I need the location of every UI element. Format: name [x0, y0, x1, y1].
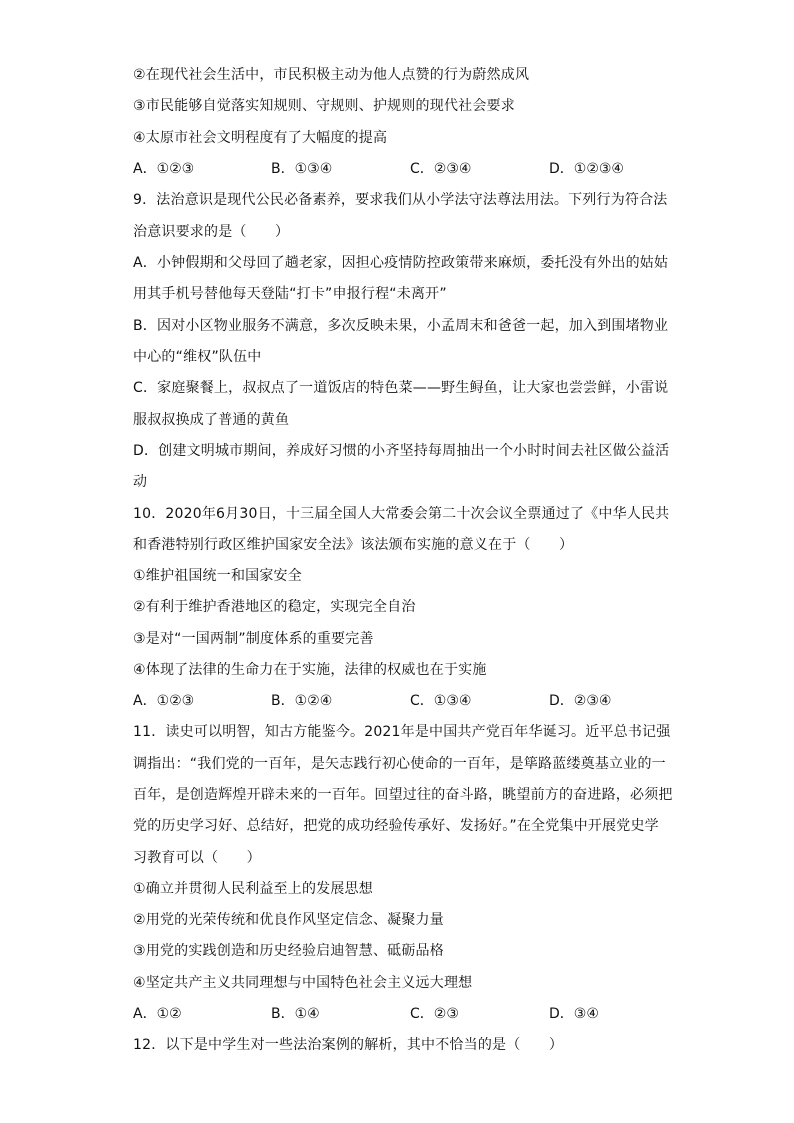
q11-stem-line-4: 党的历史学习好、总结好，把党的成功经验传承好、发扬好。”在全党集中开展党史学: [133, 818, 659, 834]
q10-stem-line-2: 和香港特别行政区维护国家安全法》该法颁布实施的意义在于（ ）: [133, 537, 574, 553]
q8-statement-2: ②在现代社会生活中，市民积极主动为他人点赞的行为蔚然成风: [133, 67, 530, 83]
q9-option-c-line-1: C．家庭聚餐上，叔叔点了一道饭店的特色菜——野生鲟鱼，让大家也尝尝鲜，小雷说: [133, 380, 669, 396]
q11-stem-line-5: 习教育可以（ ）: [133, 850, 261, 866]
q10-option-a: A．①②③: [133, 693, 195, 709]
q9-stem-line-2: 治意识要求的是（ ）: [133, 224, 290, 240]
q11-option-b: B．①④: [271, 1006, 320, 1022]
q10-option-d: D．②③④: [549, 693, 612, 709]
q10-option-b: B．①②④: [271, 693, 333, 709]
q11-statement-3: ③用党的实践创造和历史经验启迪智慧、砥砺品格: [133, 943, 444, 959]
q11-statement-1: ①确立并贯彻人民利益至上的发展思想: [133, 881, 373, 897]
q9-option-c-line-2: 服叔叔换成了普通的黄鱼: [133, 412, 290, 428]
q12-stem: 12．以下是中学生对一些法治案例的解析，其中不恰当的是（ ）: [133, 1037, 564, 1053]
q8-option-d: D．①②③④: [549, 161, 624, 177]
q8-option-b: B．①③④: [271, 161, 333, 177]
q10-statement-1: ①维护祖国统一和国家安全: [133, 568, 302, 584]
q10-statement-2: ②有利于维护香港地区的稳定，实现完全自治: [133, 599, 416, 615]
q9-option-b-line-2: 中心的“维权”队伍中: [133, 349, 262, 365]
q8-option-a: A．①②③: [133, 161, 195, 177]
q9-stem-line-1: 9．法治意识是现代公民必备素养，要求我们从小学法守法尊法用法。下列行为符合法: [133, 192, 668, 208]
q10-statement-4: ④体现了法律的生命力在于实施，法律的权威也在于实施: [133, 662, 487, 678]
q11-stem-line-3: 百年，是创造辉煌开辟未来的一百年。回望过往的奋斗路，眺望前方的奋进路，必须把: [133, 787, 673, 803]
q11-stem-line-2: 调指出：“我们党的一百年，是矢志践行初心使命的一百年，是筚路蓝缕奠基立业的一: [133, 756, 666, 772]
q11-stem-line-1: 11．读史可以明智，知古方能鉴今。2021年是中国共产党百年华诞习。近平总书记强: [133, 724, 671, 740]
q9-option-a-line-1: A．小钟假期和父母回了趟老家，因担心疫情防控政策带来麻烦，委托没有外出的姑姑: [133, 255, 669, 271]
q9-option-d-line-2: 动: [133, 474, 148, 490]
q8-options: [133, 159, 653, 179]
q8-option-c: C．②③④: [410, 161, 472, 177]
q10-option-c: C．①③④: [410, 693, 472, 709]
q9-option-a-line-2: 用其手机号替他每天登陆“打卡”申报行程“未离开”: [133, 286, 447, 302]
q11-statement-4: ④坚定共产主义共同理想与中国特色社会主义远大理想: [133, 975, 473, 991]
q9-option-b-line-1: B．因对小区物业服务不满意，多次反映未果，小孟周末和爸爸一起，加入到围堵物业: [133, 318, 669, 334]
q10-options: [133, 691, 653, 711]
q10-statement-3: ③是对“一国两制”制度体系的重要完善: [133, 631, 374, 647]
q8-statement-3: ③市民能够自觉落实知规则、守规则、护规则的现代社会要求: [133, 98, 515, 114]
q10-stem-line-1: 10．2020年6月30日，十三届全国人大常委会第二十次会议全票通过了《中华人民共: [133, 506, 670, 522]
q11-option-a: A．①②: [133, 1006, 182, 1022]
q11-option-c: C．②③: [410, 1006, 459, 1022]
q9-option-d-line-1: D．创建文明城市期间，养成好习惯的小齐坚持每周抽出一个小时时间去社区做公益活: [133, 443, 670, 459]
q11-options: [133, 1004, 653, 1024]
q11-option-d: D．③④: [549, 1006, 599, 1022]
q11-statement-2: ②用党的光荣传统和优良作风坚定信念、凝聚力量: [133, 912, 444, 928]
q8-statement-4: ④太原市社会文明程度有了大幅度的提高: [133, 130, 388, 146]
